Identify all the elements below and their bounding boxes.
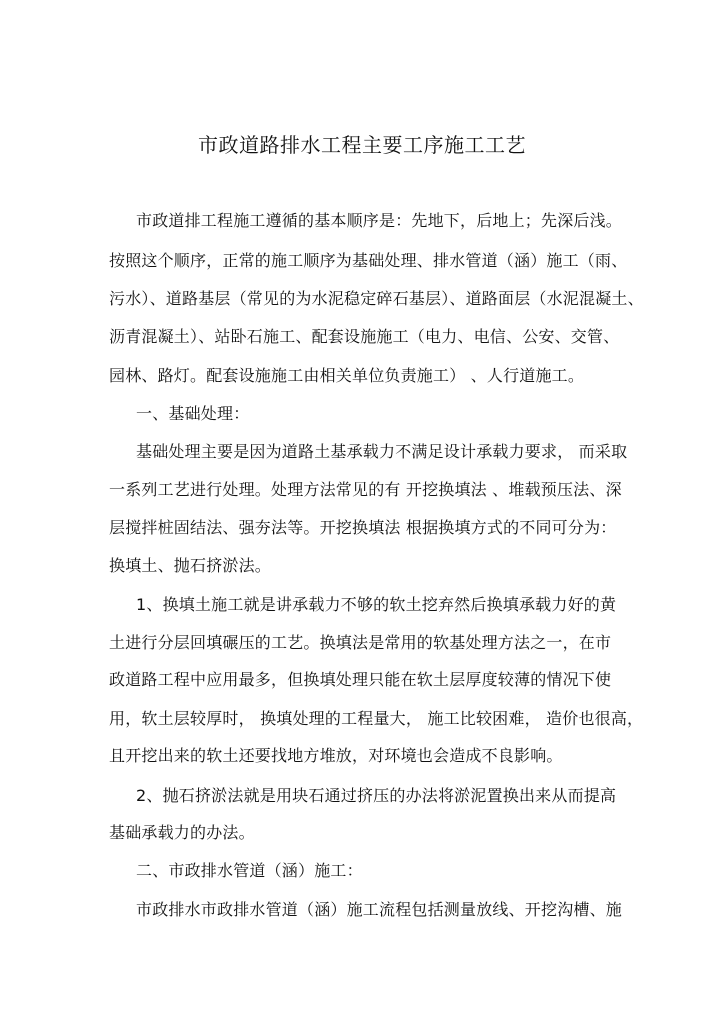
paragraph-line: 市政排水市政排水管道（涵）施工流程包括测量放线、开挖沟槽、施 [136, 900, 623, 919]
paragraph-line: 且开挖出来的软土还要找地方堆放，对环境也会造成不良影响。 [109, 746, 563, 765]
paragraph-line: 土进行分层回填碾压的工艺。换填法是常用的软基处理方法之一，在市 [109, 633, 612, 652]
paragraph-line: 一系列工艺进行处理。处理方法常见的有 开挖换填法 、堆载预压法、深 [109, 480, 622, 499]
paragraph-line: 沥青混凝土）、站卧石施工、配套设施施工（电力、电信、公安、交管、 [109, 327, 620, 346]
paragraph-line: 基础承载力的办法。 [109, 823, 255, 842]
document-title: 市政道路排水工程主要工序施工工艺 [198, 133, 526, 157]
paragraph-line: 按照这个顺序，正常的施工顺序为基础处理、排水管道（涵）施工（雨、 [109, 251, 628, 270]
section-heading: 一、基础处理： [136, 404, 250, 423]
paragraph-line: 园林、路灯。配套设施施工由相关单位负责施工） 、人行道施工。 [109, 366, 585, 385]
paragraph-line: 换填土、抛石挤淤法。 [109, 556, 272, 575]
paragraph-line: 市政道排工程施工遵循的基本顺序是：先地下，后地上；先深后浅。 [136, 211, 623, 230]
paragraph-line: 政道路工程中应用最多，但换填处理只能在软土层厚度较薄的情况下使 [109, 670, 612, 689]
paragraph-line: 用，软土层较厚时， 换填处理的工程量大， 施工比较困难， 造价也很高， [109, 709, 644, 728]
paragraph-line: 污水）、道路基层（常见的为水泥稳定碎石基层）、道路面层（水泥混凝土、 [109, 289, 644, 308]
paragraph-line: 2、抛石挤淤法就是用块石通过挤压的办法将淤泥置换出来从而提高 [136, 786, 617, 805]
paragraph-line: 1、换填土施工就是讲承载力不够的软土挖弃然后换填承载力好的黄 [136, 595, 617, 614]
paragraph-line: 基础处理主要是因为道路土基承载力不满足设计承载力要求， 而采取 [136, 442, 628, 461]
section-heading: 二、市政排水管道（涵）施工： [136, 861, 363, 880]
paragraph-line: 层搅拌桩固结法、强夯法等。开挖换填法 根据换填方式的不同可分为： [109, 518, 617, 537]
